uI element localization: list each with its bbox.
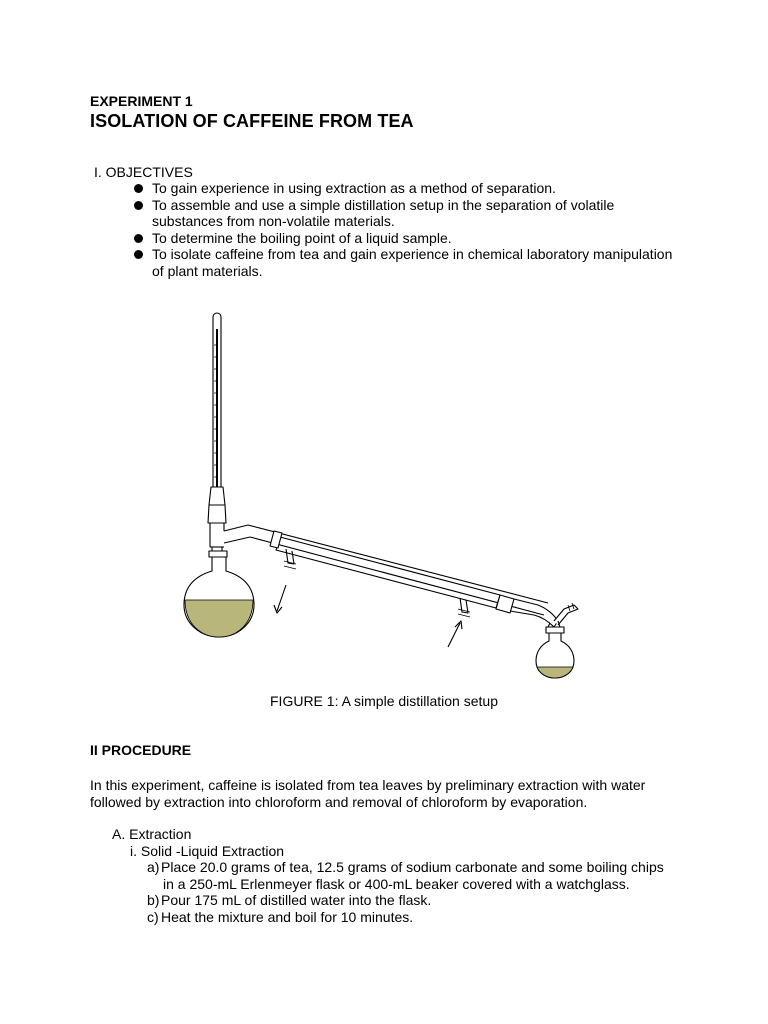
flask-liquid xyxy=(185,600,253,637)
page-title: ISOLATION OF CAFFEINE FROM TEA xyxy=(90,111,414,131)
objectives-list xyxy=(134,180,694,280)
procedure-intro-line: followed by extraction into chloroform and removal of chloroform by evaporation. xyxy=(90,793,588,810)
objective-text-continued: of plant materials. xyxy=(152,262,263,279)
procedure-intro-line: In this experiment, caffeine is isolated from tea leaves by preliminary extraction with water xyxy=(90,777,646,793)
objective-item xyxy=(134,197,694,230)
condenser xyxy=(248,525,548,617)
procedure-step xyxy=(147,859,707,892)
step-text: Place 20.0 grams of tea, 12.5 grams of sodium carbonate and some boiling chips xyxy=(161,859,664,875)
bullet-icon xyxy=(134,250,143,259)
thermometer-adapter xyxy=(208,487,226,523)
bullet-icon xyxy=(134,201,143,210)
subsection-i-heading: i. Solid -Liquid Extraction xyxy=(130,843,285,859)
receiver-liquid xyxy=(537,667,573,678)
objective-text-continued: substances from non-volatile materials. xyxy=(152,213,395,230)
distillation-apparatus-diagram xyxy=(170,305,600,685)
procedure-step xyxy=(147,892,707,909)
still-head xyxy=(209,523,250,557)
objective-text: To assemble and use a simple distillation setup in the separation of volatile xyxy=(152,196,615,213)
objective-item xyxy=(134,180,694,197)
procedure-intro xyxy=(90,777,690,810)
distilling-flask xyxy=(184,557,254,637)
step-marker: b) xyxy=(147,892,160,909)
receiver-adapter xyxy=(510,599,578,627)
objective-item xyxy=(134,230,694,247)
step-marker: c) xyxy=(147,908,159,925)
receiving-flask xyxy=(536,627,574,678)
bullet-icon xyxy=(134,234,143,243)
procedure-steps xyxy=(147,859,707,925)
experiment-label: EXPERIMENT 1 xyxy=(90,93,193,109)
objective-text: To isolate caffeine from tea and gain experience in chemical laboratory manipulation xyxy=(152,246,673,263)
section-a-heading: A. Extraction xyxy=(112,826,192,842)
water-in-arrow xyxy=(448,623,460,647)
procedure-heading: II PROCEDURE xyxy=(90,742,192,758)
step-text: Heat the mixture and boil for 10 minutes. xyxy=(161,908,414,925)
procedure-step xyxy=(147,909,707,926)
objective-text: To determine the boiling point of a liquid sample. xyxy=(152,229,452,246)
objective-text: To gain experience in using extraction as a method of separation. xyxy=(152,180,556,196)
step-marker: a) xyxy=(147,859,160,875)
bullet-icon xyxy=(134,184,143,193)
figure-caption: FIGURE 1: A simple distillation setup xyxy=(270,693,498,709)
objectives-heading: I. OBJECTIVES xyxy=(94,164,193,180)
objective-item xyxy=(134,246,694,279)
step-text-continued: in a 250-mL Erlenmeyer flask or 400-mL beaker covered with a watchglass. xyxy=(163,875,630,892)
water-flow-arrows xyxy=(274,585,462,647)
step-text: Pour 175 mL of distilled water into the flask. xyxy=(161,892,432,909)
distillation-figure xyxy=(170,305,600,685)
